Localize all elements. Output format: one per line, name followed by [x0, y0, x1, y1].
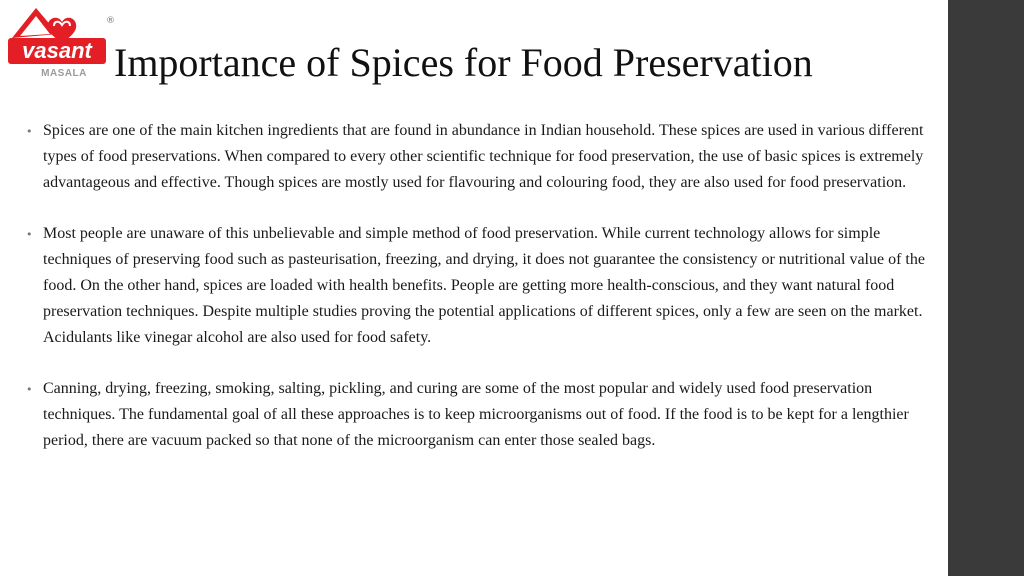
- bullet-list: [26, 118, 938, 479]
- bullet-item: [26, 376, 938, 454]
- slide-title: Importance of Spices for Food Preservation: [114, 40, 813, 85]
- bullet-dot-icon: •: [26, 383, 33, 396]
- bullet-text: Most people are unaware of this unbelievable and simple method of food preservation. While current technology allows for simple techniques of preserving food such as pasteurisation, freezing, and drying, it does not guarantee the consistency or nutritional value of the food. On the other hand, spices are loaded with health benefits. People are getting more health-conscious, and they want natural food preservation techniques. Despite multiple studies proving the potential applications of different spices, only a few are seen on the market. Acidulants like vinegar alcohol are also used for food safety.: [43, 225, 925, 346]
- side-bar: [948, 0, 1024, 576]
- logo-brand-name: vasant: [22, 38, 92, 63]
- vasant-masala-logo: [6, 4, 114, 80]
- registered-mark: ®: [106, 16, 115, 26]
- bullet-dot-icon: •: [26, 228, 33, 241]
- bullet-text: Canning, drying, freezing, smoking, salting, pickling, and curing are some of the most popular and widely used food preservation techniques. The fundamental goal of all these approaches is to keep microorganisms out of food. If the food is to be kept for a lengthier period, there are vacuum packed so that none of the microorganism can enter those sealed bags.: [43, 380, 909, 449]
- bullet-dot-icon: •: [26, 125, 33, 138]
- bullet-item: [26, 118, 938, 196]
- bullet-text: Spices are one of the main kitchen ingredients that are found in abundance in Indian household. These spices are used in various different types of food preservations. When compared to every other scientific technique for food preservation, the use of basic spices is extremely advantageous and effective. Though spices are mostly used for flavouring and colouring food, they are also used for food preservation.: [43, 122, 924, 191]
- logo-tagline: MASALA: [41, 68, 87, 79]
- bullet-item: [26, 221, 938, 351]
